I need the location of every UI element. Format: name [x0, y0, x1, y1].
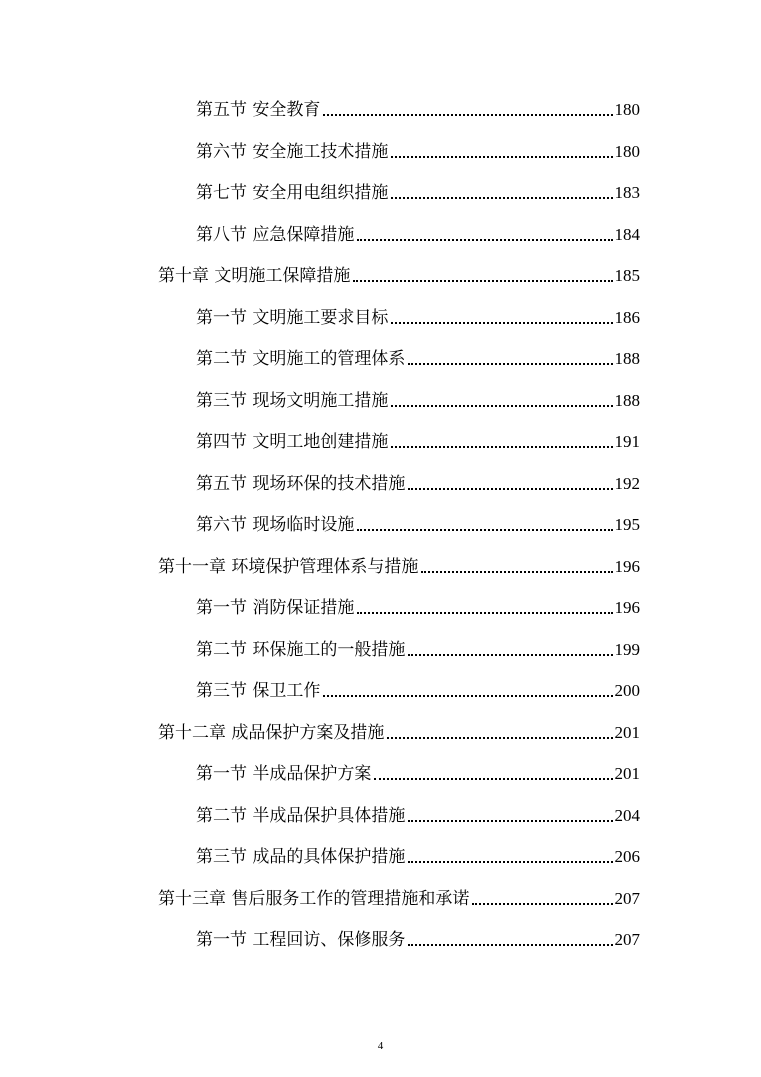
toc-entry-title: 第六节 现场临时设施 [196, 515, 355, 535]
toc-entry-page: 201 [614, 764, 640, 783]
toc-entry-page: 183 [614, 183, 640, 202]
toc-entry-page: 201 [614, 722, 640, 742]
toc-entry[interactable] [196, 671, 640, 701]
toc-dot-leader [408, 861, 612, 863]
toc-entry[interactable] [196, 173, 640, 203]
toc-dot-leader [374, 778, 612, 780]
toc-entry-title: 第一节 文明施工要求目标 [196, 307, 389, 328]
toc-dot-leader [421, 571, 612, 573]
toc-entry-page: 199 [614, 639, 640, 659]
toc-entry[interactable] [196, 837, 640, 867]
toc-entry-page: 180 [614, 141, 640, 161]
toc-entry-title: 第四节 文明工地创建措施 [196, 432, 389, 452]
toc-entry-title: 第三节 保卫工作 [196, 681, 321, 701]
toc-chapter-entry[interactable] [158, 713, 640, 743]
toc-entry[interactable] [196, 754, 640, 784]
toc-dot-leader [472, 903, 612, 905]
toc-dot-leader [391, 446, 612, 448]
toc-entry-title: 第七节 安全用电组织措施 [196, 183, 389, 203]
toc-entry-page: 204 [614, 805, 640, 825]
toc-entry-title: 第三节 现场文明施工措施 [196, 390, 389, 411]
toc-entry-title: 第十一章 环境保护管理体系与措施 [158, 556, 419, 577]
toc-dot-leader [357, 239, 612, 241]
toc-entry[interactable] [196, 339, 640, 369]
toc-entry-title: 第五节 现场环保的技术措施 [196, 473, 406, 494]
toc-entry-title: 第一节 消防保证措施 [196, 598, 355, 618]
page-number: 4 [377, 1040, 384, 1052]
toc-entry-page: 207 [614, 930, 640, 949]
toc-entry-title: 第一节 工程回访、保修服务 [196, 930, 406, 950]
toc-entry-page: 196 [614, 556, 640, 576]
toc-entry-title: 第十章 文明施工保障措施 [158, 266, 351, 286]
toc-dot-leader [408, 488, 612, 490]
toc-entry-title: 第二节 半成品保护具体措施 [196, 805, 406, 826]
toc-entry[interactable] [196, 215, 640, 245]
toc-entry-page: 184 [614, 224, 640, 244]
toc-dot-leader [408, 363, 612, 365]
toc-entry[interactable] [196, 422, 640, 452]
toc-entry-page: 191 [614, 432, 640, 451]
toc-dot-leader [353, 280, 612, 282]
toc-entry-title: 第一节 半成品保护方案 [196, 764, 372, 784]
toc-entry[interactable] [196, 464, 640, 494]
toc-entry-page: 206 [614, 847, 640, 866]
toc-entry-page: 180 [614, 100, 640, 119]
toc-dot-leader [323, 695, 612, 697]
toc-entry-page: 207 [614, 888, 640, 908]
toc-dot-leader [391, 197, 612, 199]
toc-entry-title: 第十三章 售后服务工作的管理措施和承诺 [158, 888, 470, 909]
toc-entry-page: 188 [614, 349, 640, 368]
toc-dot-leader [387, 737, 612, 739]
toc-entry-title: 第十二章 成品保护方案及措施 [158, 722, 385, 743]
toc-dot-leader [391, 405, 612, 407]
toc-entry-title: 第八节 应急保障措施 [196, 224, 355, 245]
toc-dot-leader [391, 322, 612, 324]
toc-dot-leader [357, 612, 612, 614]
toc-entry-page: 188 [614, 390, 640, 410]
toc-chapter-entry[interactable] [158, 256, 640, 286]
toc-entry-page: 196 [614, 598, 640, 617]
toc-chapter-entry[interactable] [158, 547, 640, 577]
toc-entry-page: 185 [614, 266, 640, 285]
toc-entry-page: 186 [614, 307, 640, 327]
toc-entry-page: 195 [614, 515, 640, 534]
toc-entry[interactable] [196, 381, 640, 411]
toc-entry[interactable] [196, 630, 640, 660]
toc-dot-leader [408, 654, 612, 656]
toc-dot-leader [323, 114, 612, 116]
toc-dot-leader [391, 156, 612, 158]
toc-dot-leader [408, 820, 612, 822]
toc-entry[interactable] [196, 132, 640, 162]
toc-dot-leader [408, 944, 612, 946]
toc-entry-title: 第二节 文明施工的管理体系 [196, 349, 406, 369]
toc-entry-title: 第六节 安全施工技术措施 [196, 141, 389, 162]
toc-entry[interactable] [196, 505, 640, 535]
toc-chapter-entry[interactable] [158, 879, 640, 909]
toc-dot-leader [357, 529, 612, 531]
toc-entry-title: 第二节 环保施工的一般措施 [196, 639, 406, 660]
toc-entry-page: 192 [614, 473, 640, 493]
toc-entry[interactable] [196, 920, 640, 950]
toc-entry[interactable] [196, 588, 640, 618]
toc-entry[interactable] [196, 90, 640, 120]
toc-entry[interactable] [196, 298, 640, 328]
toc-entry-page: 200 [614, 681, 640, 700]
toc-entry[interactable] [196, 796, 640, 826]
toc-entry-title: 第三节 成品的具体保护措施 [196, 847, 406, 867]
toc-entry-title: 第五节 安全教育 [196, 100, 321, 120]
